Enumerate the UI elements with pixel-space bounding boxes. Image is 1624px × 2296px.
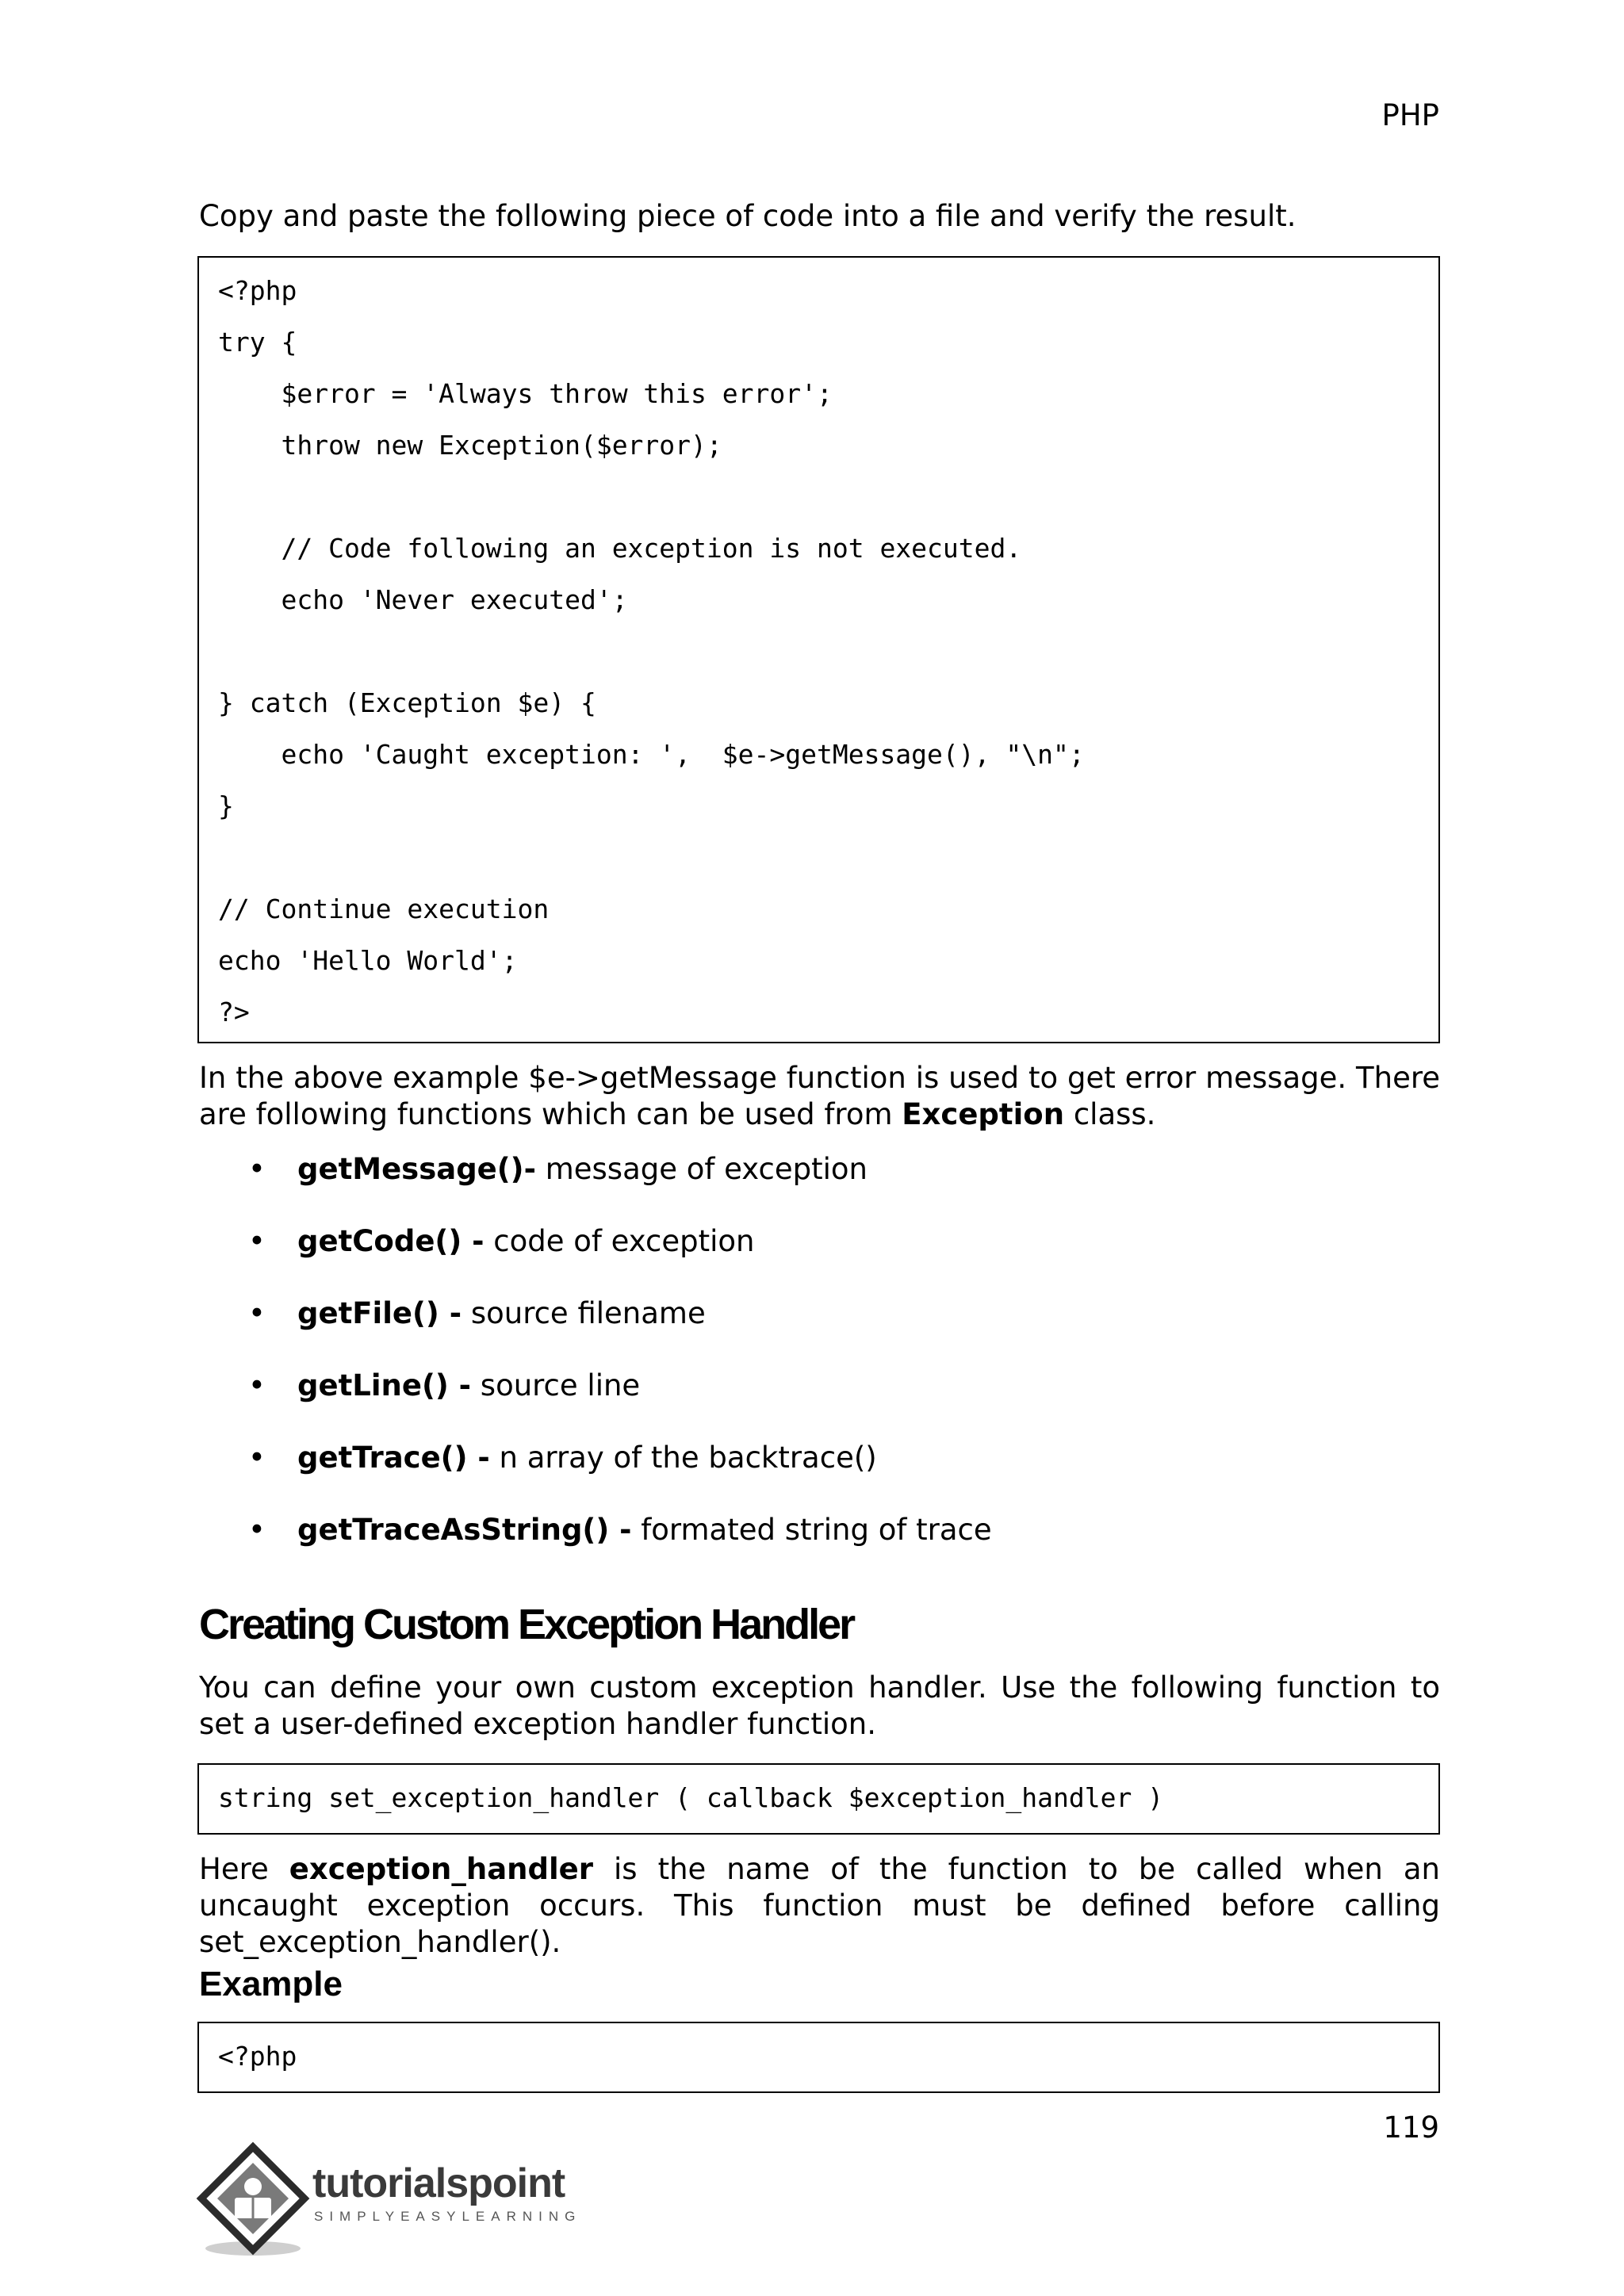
code-line: ?> [218, 997, 250, 1027]
explanation-text-part: class. [1064, 1097, 1156, 1131]
code-line: // Continue execution [218, 894, 550, 924]
function-name: getFile() - [297, 1296, 462, 1330]
logo-wordmark: tutorialspoint [312, 2160, 565, 2206]
code-line: <?php [218, 275, 297, 306]
bullet: • [248, 1513, 266, 1547]
code-line: try { [218, 327, 297, 358]
list-item [199, 1440, 1388, 1512]
function-list [199, 1151, 1388, 1584]
code-block-signature [197, 1763, 1440, 1835]
page-header: PHP [1381, 98, 1439, 132]
code-line: // Code following an exception is not executed. [218, 533, 1022, 564]
page-number: 119 [1383, 2110, 1439, 2145]
code-line: } catch (Exception $e) { [218, 687, 596, 718]
function-name: getTrace() - [297, 1441, 490, 1475]
function-description: source line [471, 1368, 641, 1402]
list-item [199, 1512, 1388, 1584]
exception-class-name: Exception [902, 1097, 1065, 1131]
code-block-1 [197, 256, 1440, 1043]
handler-description-part: is the name of the function to be called when an uncaught exception occurs. This function must be defined before calling set_exception_handler(). [199, 1852, 1440, 1959]
code-block-example [197, 2022, 1440, 2093]
example-title: Example [199, 1965, 343, 2003]
function-name: getMessage()- [297, 1152, 536, 1186]
function-name: getCode() - [297, 1224, 485, 1258]
code-line: } [218, 790, 234, 821]
handler-name: exception_handler [289, 1852, 594, 1886]
code-line: echo 'Caught exception: ', $e->getMessage(), "\n"; [218, 739, 1085, 770]
section-title: Creating Custom Exception Handler [199, 1601, 854, 1648]
bullet: • [248, 1368, 266, 1402]
function-name: getTraceAsString() - [297, 1513, 632, 1547]
list-item [199, 1368, 1388, 1440]
tutorialspoint-logo [193, 2141, 606, 2260]
bullet: • [248, 1441, 266, 1475]
bullet: • [248, 1152, 266, 1186]
function-description: code of exception [484, 1224, 755, 1258]
function-name: getLine() - [297, 1368, 472, 1402]
list-item [199, 1151, 1388, 1223]
function-description: formated string of trace [631, 1513, 992, 1547]
code-line: string set_exception_handler ( callback $exception_handler ) [218, 1782, 1164, 1813]
function-description: message of exception [535, 1152, 868, 1186]
list-item [199, 1295, 1388, 1368]
function-description: source filename [462, 1296, 706, 1330]
handler-description-part: Here [199, 1852, 289, 1886]
list-item [199, 1223, 1388, 1295]
intro-text: Copy and paste the following piece of code into a file and verify the result. [199, 199, 1297, 233]
logo-tagline: SIMPLYEASYLEARNING [314, 2209, 582, 2224]
handler-description [199, 1851, 1440, 1961]
code-line: <?php [218, 2041, 297, 2072]
section-intro-text: You can define your own custom exception handler. Use the following function to set a user-defined exception handler function. [199, 1670, 1440, 1741]
code-line: throw new Exception($error); [218, 430, 722, 461]
code-line: $error = 'Always throw this error'; [218, 378, 833, 409]
code-line: echo 'Never executed'; [218, 584, 628, 615]
function-description: n array of the backtrace() [489, 1441, 877, 1475]
explanation-text [199, 1060, 1440, 1133]
logo-diamond-icon [193, 2141, 312, 2260]
bullet: • [248, 1224, 266, 1258]
code-line: echo 'Hello World'; [218, 945, 518, 976]
bullet: • [248, 1296, 266, 1330]
explanation-text-part: In the above example $e->getMessage function is used to get error message. There are following functions which can be used from [199, 1061, 1440, 1131]
